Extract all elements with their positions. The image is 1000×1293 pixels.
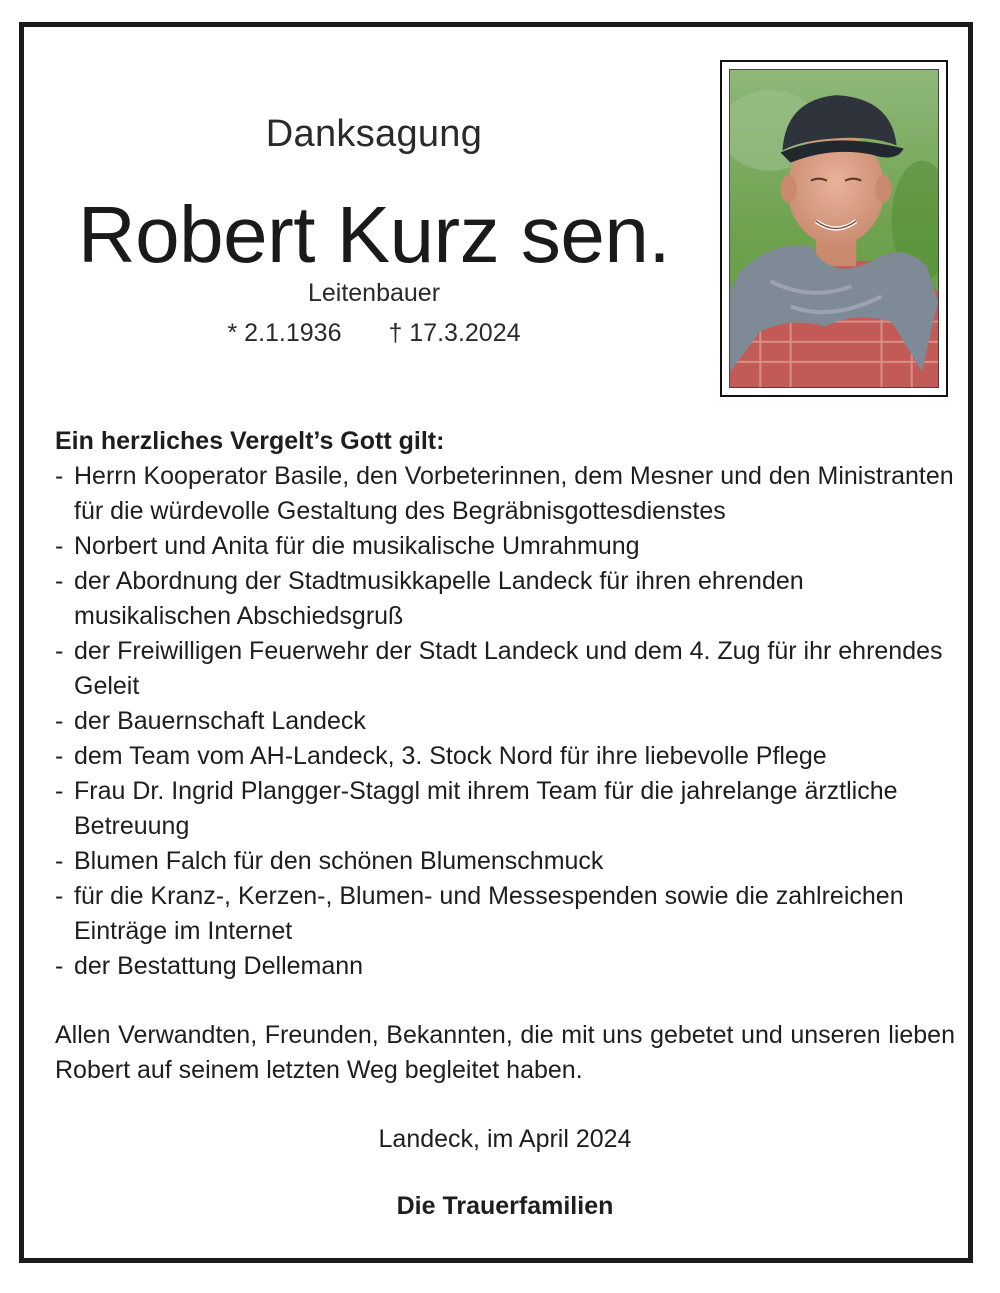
signature: Die Trauerfamilien	[396, 1192, 614, 1220]
list-item: - der Bestattung Dellemann	[55, 949, 955, 984]
list-item: - Herrn Kooperator Basile, den Vorbeterinnen, dem Mesner und den Ministranten für die würdevolle Gestaltung des Begräbnisgottesdienstes	[55, 459, 955, 529]
birth-date: * 2.1.1936	[227, 319, 342, 347]
life-dates	[24, 319, 724, 348]
deceased-name: Robert Kurz sen.	[77, 190, 671, 279]
list-item: - der Bauernschaft Landeck	[55, 704, 955, 739]
list-item: - für die Kranz-, Kerzen-, Blumen- und Messespenden sowie die zahlreichen Einträge im Internet	[55, 879, 955, 949]
thanks-intro: Ein herzliches Vergelt’s Gott gilt:	[55, 427, 445, 455]
list-item: - der Abordnung der Stadtmusikkapelle Landeck für ihren ehrenden musikalischen Abschiedsgruß	[55, 564, 955, 634]
danksagung-heading: Danksagung	[265, 113, 483, 155]
portrait-photo	[729, 69, 939, 388]
portrait-photo-icon	[730, 70, 938, 387]
death-date: † 17.3.2024	[388, 319, 521, 347]
list-item: - Norbert und Anita für die musikalische Umrahmung	[55, 529, 955, 564]
list-item: - dem Team vom AH-Landeck, 3. Stock Nord für ihre liebevolle Pflege	[55, 739, 955, 774]
thanks-section	[55, 424, 955, 1224]
obituary-card	[19, 22, 973, 1263]
list-item: - Frau Dr. Ingrid Plangger-Staggl mit ihrem Team für die jahrelange ärztliche Betreuung	[55, 774, 955, 844]
portrait-frame	[720, 60, 948, 397]
thanks-list	[55, 459, 955, 984]
closing-paragraph: Allen Verwandten, Freunden, Bekannten, die mit uns gebetet und unseren lieben Robert auf seinem letzten Weg begleitet haben.	[55, 1021, 955, 1084]
nickname: Leitenbauer	[307, 279, 441, 307]
list-item: - der Freiwilligen Feuerwehr der Stadt Landeck und dem 4. Zug für ihr ehrendes Geleit	[55, 634, 955, 704]
place-date: Landeck, im April 2024	[378, 1125, 632, 1153]
list-item: - Blumen Falch für den schönen Blumenschmuck	[55, 844, 955, 879]
